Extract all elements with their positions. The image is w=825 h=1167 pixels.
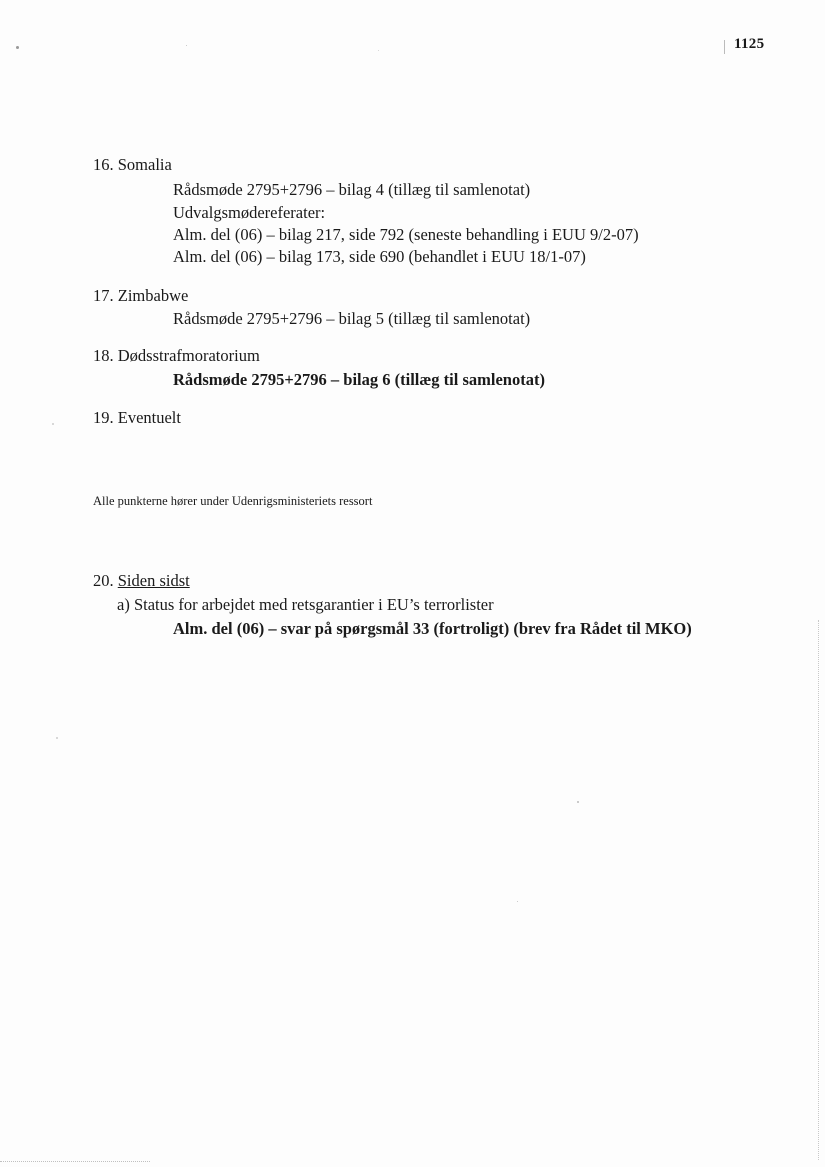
scan-speck (577, 801, 579, 803)
item-20-heading (93, 571, 190, 591)
item-19-heading: 19. Eventuelt (93, 408, 181, 427)
item-20-number: 20. (93, 571, 118, 590)
item-20-title: Siden sidst (117, 571, 190, 590)
item-18-line: Rådsmøde 2795+2796 – bilag 6 (tillæg til samlenotat) (173, 370, 545, 389)
scan-edge (0, 1161, 150, 1162)
scan-mark (724, 40, 725, 54)
scan-speck (52, 423, 54, 425)
scan-edge (818, 620, 819, 1160)
item-16-line: Alm. del (06) – bilag 217, side 792 (seneste behandling i EUU 9/2-07) (173, 225, 639, 244)
item-16-line: Alm. del (06) – bilag 173, side 690 (behandlet i EUU 18/1-07) (173, 247, 586, 266)
scan-speck (56, 737, 58, 739)
item-16-line: Rådsmøde 2795+2796 – bilag 4 (tillæg til samlenotat) (173, 180, 531, 199)
scan-speck (378, 50, 379, 51)
ressort-note: Alle punkterne hører under Udenrigsministeriets ressort (93, 494, 373, 508)
scan-speck (16, 46, 19, 49)
page-number: 1125 (734, 36, 765, 52)
scan-speck (517, 901, 518, 902)
item-17-line: Rådsmøde 2795+2796 – bilag 5 (tillæg til samlenotat) (173, 309, 531, 328)
item-16-heading: 16. Somalia (93, 155, 172, 174)
item-20-sub-item: a) Status for arbejdet med retsgarantier i EU’s terrorlister (117, 595, 494, 614)
item-18-heading: 18. Dødsstrafmoratorium (93, 346, 260, 365)
item-16-line: Udvalgsmødereferater: (173, 203, 326, 222)
scan-speck (186, 45, 187, 46)
item-17-heading: 17. Zimbabwe (93, 286, 189, 305)
item-20-sub-line: Alm. del (06) – svar på spørgsmål 33 (fortroligt) (brev fra Rådet til MKO) (173, 619, 692, 638)
